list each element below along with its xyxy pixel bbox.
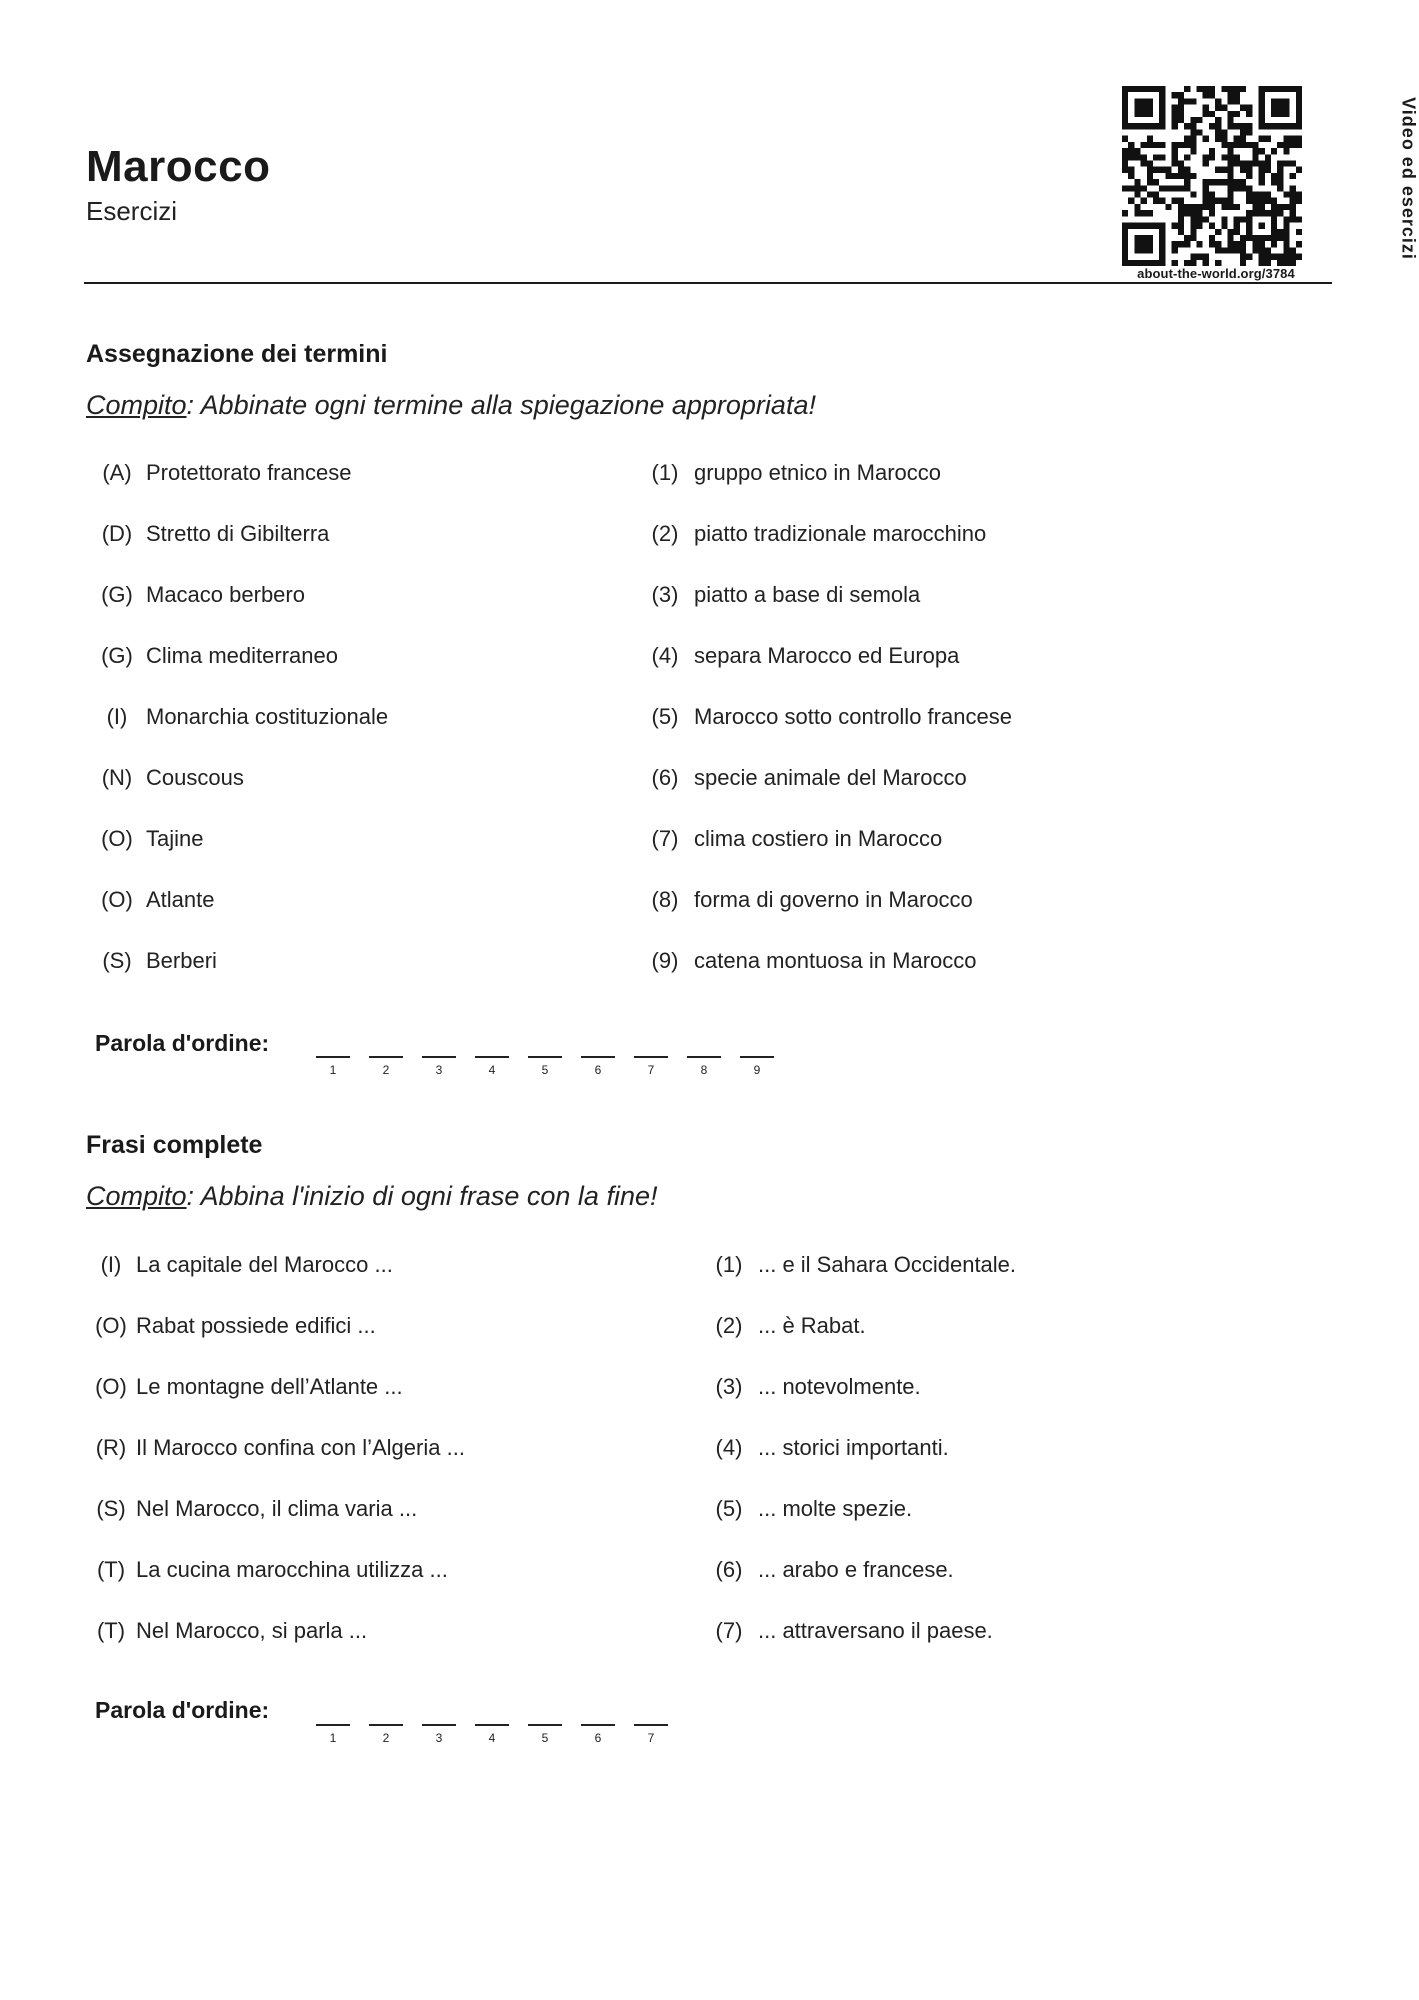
item-text: piatto tradizionale marocchino	[694, 521, 987, 546]
answer-blank[interactable]	[422, 1724, 456, 1726]
item-text: Clima mediterraneo	[146, 643, 338, 668]
order-word-label: Parola d'ordine:	[95, 1697, 270, 1723]
item-text: Couscous	[146, 765, 244, 790]
qr-code-icon[interactable]	[1122, 86, 1302, 266]
answer-blank[interactable]	[369, 1724, 403, 1726]
term-row	[98, 826, 203, 852]
blank-number: 2	[382, 1063, 390, 1077]
item-code: (G)	[101, 582, 133, 607]
term-row	[98, 521, 329, 547]
item-code: (6)	[651, 765, 679, 790]
item-text: gruppo etnico in Marocco	[694, 460, 942, 485]
item-text: ... attraversano il paese.	[758, 1618, 993, 1643]
sentence-start-row	[94, 1313, 376, 1339]
item-text: ... e il Sahara Occidentale.	[758, 1252, 1017, 1277]
item-code: (S)	[102, 948, 132, 973]
item-text: ... molte spezie.	[758, 1496, 913, 1521]
item-text: Protettorato francese	[146, 460, 352, 485]
sentence-start-row	[94, 1618, 367, 1644]
task-text: : Abbinate ogni termine alla spiegazione appropriata!	[186, 390, 816, 420]
sentence-ending-row	[712, 1313, 866, 1339]
item-code: (R)	[95, 1435, 127, 1460]
sentence-start-row	[94, 1374, 403, 1400]
explanation-row	[648, 765, 967, 791]
task-label: Compito	[86, 390, 187, 420]
term-row	[98, 582, 305, 608]
answer-blank[interactable]	[581, 1056, 615, 1058]
item-code: (O)	[95, 1374, 127, 1399]
blank-number: 5	[541, 1063, 549, 1077]
page-subtitle: Esercizi	[86, 196, 178, 226]
item-text: ... notevolmente.	[758, 1374, 921, 1399]
item-code: (2)	[651, 521, 679, 546]
item-text: Atlante	[146, 887, 215, 912]
qr-url: about-the-world.org/3784	[1137, 266, 1295, 281]
answer-blank[interactable]	[634, 1724, 668, 1726]
blank-number: 9	[753, 1063, 761, 1077]
blank-number: 3	[435, 1731, 443, 1745]
order-word-label: Parola d'ordine:	[95, 1030, 270, 1056]
item-text: separa Marocco ed Europa	[694, 643, 960, 668]
item-text: ... è Rabat.	[758, 1313, 866, 1338]
item-text: Rabat possiede edifici ...	[136, 1313, 376, 1338]
item-text: forma di governo in Marocco	[694, 887, 973, 912]
item-text: Nel Marocco, il clima varia ...	[136, 1496, 418, 1521]
item-text: Le montagne dell’Atlante ...	[136, 1374, 403, 1399]
blank-number: 3	[435, 1063, 443, 1077]
sentence-ending-row	[712, 1496, 912, 1522]
answer-blank[interactable]	[740, 1056, 774, 1058]
item-text: Monarchia costituzionale	[146, 704, 389, 729]
item-code: (N)	[101, 765, 133, 790]
item-code: (1)	[651, 460, 679, 485]
item-text: La cucina marocchina utilizza ...	[136, 1557, 448, 1582]
item-text: Il Marocco confina con l’Algeria ...	[136, 1435, 465, 1460]
term-row	[98, 887, 215, 913]
section-title-terms: Assegnazione dei termini	[86, 340, 388, 368]
blank-number: 1	[329, 1731, 337, 1745]
sentence-ending-row	[712, 1374, 921, 1400]
item-code: (4)	[651, 643, 679, 668]
answer-blank[interactable]	[475, 1724, 509, 1726]
sentence-start-row	[94, 1435, 465, 1461]
item-text: La capitale del Marocco ...	[136, 1252, 393, 1277]
explanation-row	[648, 887, 973, 913]
item-code: (O)	[101, 887, 133, 912]
explanation-row	[648, 704, 1012, 730]
item-code: (A)	[102, 460, 132, 485]
explanation-row	[648, 948, 977, 974]
item-text: Macaco berbero	[146, 582, 305, 607]
item-code: (6)	[715, 1557, 743, 1582]
qr-side-label: Video ed esercizi	[1398, 97, 1419, 260]
blank-number: 7	[647, 1731, 655, 1745]
blank-number: 4	[488, 1063, 496, 1077]
item-code: (T)	[96, 1557, 126, 1582]
item-code: (O)	[101, 826, 133, 851]
item-code: (8)	[651, 887, 679, 912]
item-code: (D)	[101, 521, 133, 546]
task-instruction-sentences	[86, 1181, 657, 1212]
item-text: piatto a base di semola	[694, 582, 921, 607]
answer-blank[interactable]	[475, 1056, 509, 1058]
item-code: (4)	[715, 1435, 743, 1460]
item-code: (1)	[715, 1252, 743, 1277]
sentence-start-row	[94, 1496, 417, 1522]
task-label: Compito	[86, 1181, 187, 1211]
task-instruction-terms	[86, 390, 816, 421]
blank-number: 8	[700, 1063, 708, 1077]
item-code: (T)	[96, 1618, 126, 1643]
answer-blank[interactable]	[369, 1056, 403, 1058]
item-code: (S)	[96, 1496, 126, 1521]
item-code: (7)	[651, 826, 679, 851]
item-code: (I)	[100, 1252, 122, 1277]
page-title: Marocco	[86, 142, 271, 191]
explanation-row	[648, 460, 941, 486]
sentence-ending-row	[712, 1435, 949, 1461]
term-row	[98, 765, 244, 791]
blank-number: 4	[488, 1731, 496, 1745]
answer-blank[interactable]	[528, 1724, 562, 1726]
term-row	[98, 460, 351, 486]
answer-blank[interactable]	[634, 1056, 668, 1058]
item-text: ... storici importanti.	[758, 1435, 949, 1460]
item-text: Tajine	[146, 826, 204, 851]
blank-number: 7	[647, 1063, 655, 1077]
explanation-row	[648, 521, 986, 547]
item-code: (9)	[651, 948, 679, 973]
item-text: ... arabo e francese.	[758, 1557, 954, 1582]
item-code: (O)	[95, 1313, 127, 1338]
item-code: (2)	[715, 1313, 743, 1338]
item-text: Berberi	[146, 948, 217, 973]
item-code: (I)	[106, 704, 128, 729]
item-text: Marocco sotto controllo francese	[694, 704, 1012, 729]
item-text: Stretto di Gibilterra	[146, 521, 330, 546]
answer-blank[interactable]	[581, 1724, 615, 1726]
blank-number: 6	[594, 1063, 602, 1077]
explanation-row	[648, 826, 942, 852]
blank-number: 1	[329, 1063, 337, 1077]
answer-blank[interactable]	[528, 1056, 562, 1058]
item-text: catena montuosa in Marocco	[694, 948, 977, 973]
term-row	[98, 948, 217, 974]
item-text: specie animale del Marocco	[694, 765, 967, 790]
answer-blank[interactable]	[316, 1056, 350, 1058]
task-text: : Abbina l'inizio di ogni frase con la fine!	[186, 1181, 658, 1211]
answer-blank[interactable]	[316, 1724, 350, 1726]
term-row	[98, 704, 388, 730]
item-text: clima costiero in Marocco	[694, 826, 943, 851]
sentence-ending-row	[712, 1618, 993, 1644]
sentence-start-row	[94, 1557, 448, 1583]
item-code: (7)	[715, 1618, 743, 1643]
sentence-ending-row	[712, 1252, 1016, 1278]
item-text: Nel Marocco, si parla ...	[136, 1618, 368, 1643]
item-code: (3)	[651, 582, 679, 607]
explanation-row	[648, 582, 920, 608]
sentence-start-row	[94, 1252, 393, 1278]
section-title-sentences: Frasi complete	[86, 1131, 263, 1159]
answer-blank[interactable]	[422, 1056, 456, 1058]
term-row	[98, 643, 338, 669]
header-divider	[84, 282, 1332, 284]
sentence-ending-row	[712, 1557, 954, 1583]
item-code: (3)	[715, 1374, 743, 1399]
blank-number: 2	[382, 1731, 390, 1745]
explanation-row	[648, 643, 959, 669]
item-code: (5)	[715, 1496, 743, 1521]
answer-blank[interactable]	[687, 1056, 721, 1058]
blank-number: 5	[541, 1731, 549, 1745]
item-code: (5)	[651, 704, 679, 729]
blank-number: 6	[594, 1731, 602, 1745]
item-code: (G)	[101, 643, 133, 668]
